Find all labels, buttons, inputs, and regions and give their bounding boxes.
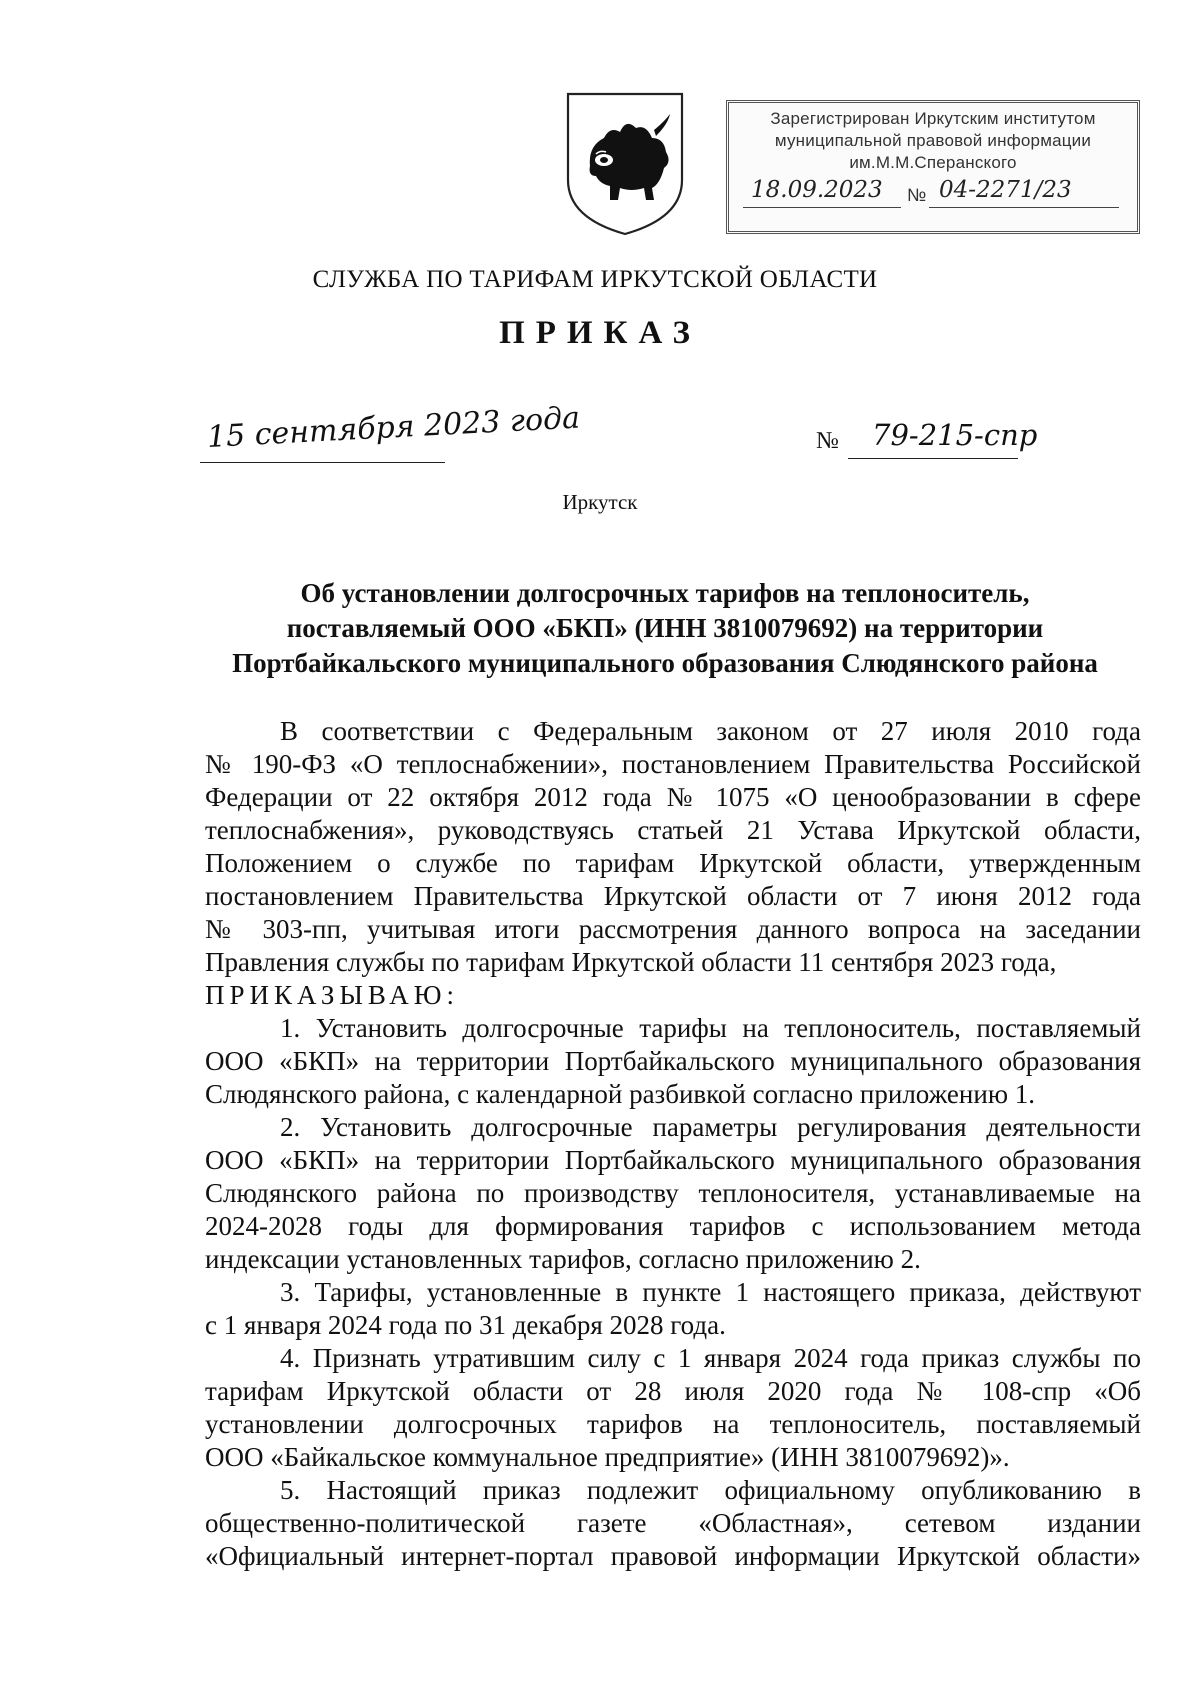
registration-stamp (726, 100, 1140, 234)
body-line: Слюдянского района по производству теплоносителя, устанавливаемые на (205, 1178, 1141, 1208)
body-line: Правления службы по тарифам Иркутской области 11 сентября 2023 года, (205, 947, 1057, 977)
body-line: тарифам Иркутской области от 28 июля 2020 года № 108-спр «Об (205, 1376, 1141, 1406)
body-line: с 1 января 2024 года по 31 декабря 2028 года. (205, 1310, 726, 1340)
stamp-registration-number: 04-2271/23 (939, 177, 1072, 203)
stamp-registration-date: 18.09.2023 (751, 177, 883, 203)
order-date-underline (200, 462, 445, 463)
agency-name: СЛУЖБА ПО ТАРИФАМ ИРКУТСКОЙ ОБЛАСТИ (312, 266, 878, 293)
subject-line: Портбайкальского муниципального образования Слюдянского района (232, 648, 1098, 678)
order-number-underline (848, 458, 1018, 459)
order-subject-heading (205, 576, 1125, 681)
body-line: № 303-пп, учитывая итоги рассмотрения данного вопроса на заседании (205, 914, 1141, 944)
stamp-number-label: № (907, 185, 927, 205)
stamp-line-1: Зарегистрирован Иркутским институтом (770, 109, 1096, 128)
body-line: 2024-2028 годы для формирования тарифов с использованием метода (205, 1211, 1141, 1241)
body-line: № 190-ФЗ «О теплоснабжении», постановлением Правительства Российской (205, 749, 1141, 779)
body-line: 2. Установить долгосрочные параметры регулирования деятельности (280, 1112, 1141, 1142)
city-name: Иркутск (562, 490, 638, 514)
body-line: теплоснабжения», руководствуясь статьей 21 Устава Иркутской области, (205, 815, 1141, 845)
body-line: Положением о службе по тарифам Иркутской области, утвержденным (205, 848, 1141, 878)
stamp-line-2: муниципальной правовой информации (774, 131, 1092, 150)
body-line: 5. Настоящий приказ подлежит официальному опубликованию в (280, 1475, 1141, 1505)
document-type-title: ПРИКАЗ (499, 315, 701, 351)
body-line: установлении долгосрочных тарифов на теплоноситель, поставляемый (205, 1409, 1141, 1439)
order-directive: ПРИКАЗЫВАЮ: (205, 980, 459, 1010)
body-line: ООО «БКП» на территории Портбайкальского муниципального образования (205, 1145, 1141, 1175)
stamp-line-3: им.М.М.Сперанского (849, 153, 1017, 172)
body-line: 4. Признать утратившим силу с 1 января 2024 года приказ службы по (280, 1343, 1141, 1373)
order-number-handwritten: 79-215-спр (872, 418, 1038, 452)
subject-line: Об установлении долгосрочных тарифов на теплоноситель, (300, 578, 1030, 608)
stamp-date-underline (743, 207, 901, 208)
order-date-handwritten: 15 сентября 2023 года (206, 400, 581, 455)
body-line: общественно-политической газете «Областная», сетевом издании (205, 1508, 1141, 1538)
order-body-text (205, 715, 1141, 1573)
body-line: 1. Установить долгосрочные тарифы на теплоноситель, поставляемый (280, 1013, 1141, 1043)
coat-of-arms-emblem (560, 88, 690, 238)
body-line: постановлением Правительства Иркутской области от 7 июня 2012 года (205, 881, 1141, 911)
body-line: «Официальный интернет-портал правовой информации Иркутской области» (205, 1541, 1141, 1571)
stamp-number-underline (929, 207, 1119, 208)
body-line: Слюдянского района, с календарной разбивкой согласно приложению 1. (205, 1079, 1035, 1109)
body-line: В соответствии с Федеральным законом от 27 июля 2010 года (280, 716, 1141, 746)
body-line: ООО «Байкальское коммунальное предприятие» (ИНН 3810079692)». (205, 1442, 1010, 1472)
order-number-label: № (816, 428, 839, 454)
body-line: индексации установленных тарифов, согласно приложению 2. (205, 1244, 921, 1274)
body-line: 3. Тарифы, установленные в пункте 1 настоящего приказа, действуют (280, 1277, 1141, 1307)
body-line: Федерации от 22 октября 2012 года № 1075 «О ценообразовании в сфере (205, 782, 1141, 812)
subject-line: поставляемый ООО «БКП» (ИНН 3810079692) на территории (286, 613, 1044, 643)
body-line: ООО «БКП» на территории Портбайкальского муниципального образования (205, 1046, 1141, 1076)
